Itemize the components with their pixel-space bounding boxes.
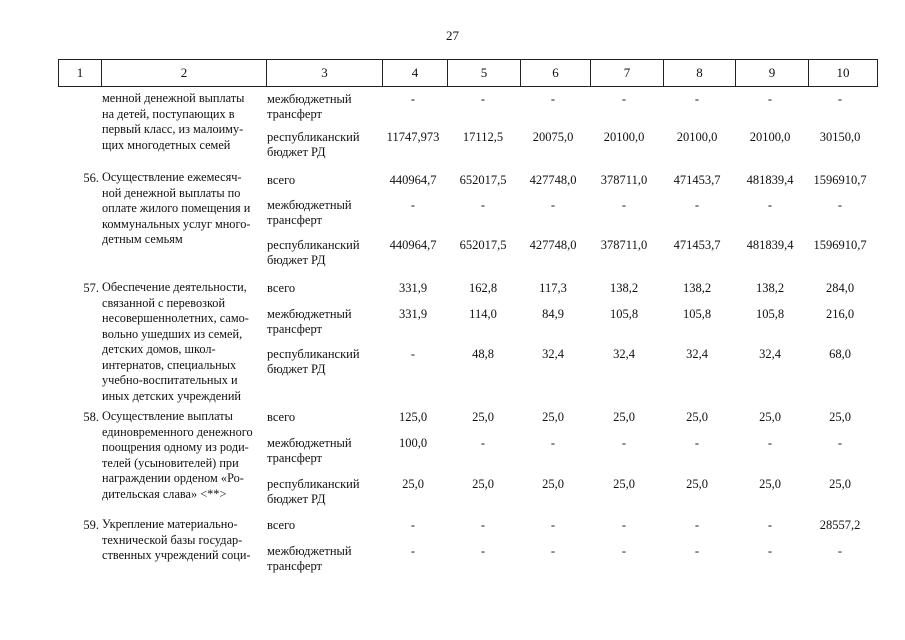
funding-source-line: трансферт bbox=[267, 558, 322, 573]
table-cell-value: - bbox=[837, 92, 843, 106]
funding-source-line: всего bbox=[267, 410, 296, 424]
funding-source bbox=[267, 544, 379, 573]
row-description-line: несовершеннолетних, само- bbox=[102, 311, 249, 325]
table-cell-value: 25,0 bbox=[829, 477, 851, 491]
funding-source-line: бюджет РД bbox=[267, 252, 326, 267]
table-cell-value: - bbox=[837, 544, 843, 558]
table-cell-value: - bbox=[480, 544, 486, 558]
table-cell-value: 105,8 bbox=[682, 307, 712, 321]
row-description-line: иных детских учреждений bbox=[102, 388, 242, 403]
col-header-9: 9 bbox=[735, 60, 808, 86]
table-cell-value: 32,4 bbox=[613, 347, 635, 361]
row-description-line: учебно-воспитательных и bbox=[102, 373, 238, 387]
funding-source bbox=[267, 198, 379, 227]
col-header-1: 1 bbox=[58, 60, 101, 86]
table-cell-value: 378711,0 bbox=[600, 173, 648, 187]
table-cell-value: 440964,7 bbox=[389, 238, 437, 252]
table-cell-value: 25,0 bbox=[542, 410, 564, 424]
funding-source-line: межбюджетный bbox=[267, 198, 352, 212]
table-cell-value: - bbox=[767, 92, 773, 106]
table-cell-value: 378711,0 bbox=[600, 238, 648, 252]
funding-source-line: всего bbox=[267, 518, 296, 532]
funding-source-line: республиканский bbox=[267, 130, 360, 144]
col-header-5: 5 bbox=[447, 60, 520, 86]
funding-source bbox=[267, 238, 379, 267]
table-cell-value: 481839,4 bbox=[746, 238, 794, 252]
table-cell-value: - bbox=[550, 92, 556, 106]
table-cell-value: 427748,0 bbox=[529, 238, 577, 252]
table-cell-value: 25,0 bbox=[472, 477, 494, 491]
funding-source-line: всего bbox=[267, 173, 296, 187]
table-cell-value: 20075,0 bbox=[532, 130, 574, 144]
table-cell-value: 105,8 bbox=[609, 307, 639, 321]
table-cell-value: 32,4 bbox=[686, 347, 708, 361]
table-cell-value: - bbox=[694, 198, 700, 212]
table-cell-value: - bbox=[621, 92, 627, 106]
row-description-line: Обеспечение деятельности, bbox=[102, 280, 247, 294]
funding-source bbox=[267, 307, 379, 336]
row-description-line: Осуществление ежемесяч- bbox=[102, 170, 242, 184]
table-cell-value: - bbox=[767, 436, 773, 450]
col-header-7: 7 bbox=[590, 60, 663, 86]
table-cell-value: 331,9 bbox=[398, 307, 428, 321]
col-header-10: 10 bbox=[808, 60, 878, 86]
funding-source-line: республиканский bbox=[267, 347, 360, 361]
row-description bbox=[102, 517, 262, 564]
table-cell-value: - bbox=[621, 198, 627, 212]
table-cell-value: 105,8 bbox=[755, 307, 785, 321]
funding-source-line: трансферт bbox=[267, 450, 322, 465]
table-cell-value: 1596910,7 bbox=[813, 173, 867, 187]
table-cell-value: 117,3 bbox=[539, 281, 567, 295]
table-cell-value: - bbox=[837, 436, 843, 450]
table-cell-value: 20100,0 bbox=[676, 130, 718, 144]
table-cell-value: - bbox=[767, 198, 773, 212]
table-cell-value: - bbox=[694, 436, 700, 450]
table-cell-value: - bbox=[621, 518, 627, 532]
table-cell-value: 25,0 bbox=[613, 410, 635, 424]
row-description-line: Осуществление выплаты bbox=[102, 409, 233, 423]
funding-source-line: республиканский bbox=[267, 238, 360, 252]
table-cell-value: 471453,7 bbox=[673, 238, 721, 252]
table-column-header-row bbox=[58, 59, 878, 87]
table-cell-value: 427748,0 bbox=[529, 173, 577, 187]
col-header-8: 8 bbox=[663, 60, 735, 86]
row-description-line: менной денежной выплаты bbox=[102, 91, 245, 105]
row-description-line: связанной с перевозкой bbox=[102, 295, 226, 310]
table-cell-value: - bbox=[410, 544, 416, 558]
table-cell-value: 284,0 bbox=[825, 281, 855, 295]
row-description-line: вольно ушедших из семей, bbox=[102, 326, 243, 341]
row-number: 56. bbox=[83, 171, 99, 185]
table-cell-value: 11747,973 bbox=[386, 130, 440, 144]
table-cell-value: - bbox=[694, 544, 700, 558]
table-cell-value: 481839,4 bbox=[746, 173, 794, 187]
table-cell-value: 138,2 bbox=[609, 281, 639, 295]
row-number: 59. bbox=[83, 518, 99, 532]
row-description-line: ственных учреждений соци- bbox=[102, 548, 251, 562]
table-cell-value: - bbox=[410, 347, 416, 361]
row-description-line: дительская слава» <**> bbox=[102, 486, 227, 501]
table-cell-value: 138,2 bbox=[755, 281, 785, 295]
row-description bbox=[102, 170, 262, 248]
row-description-line: поощрения одному из роди- bbox=[102, 440, 249, 454]
table-cell-value: 25,0 bbox=[686, 410, 708, 424]
table-cell-value: 30150,0 bbox=[819, 130, 861, 144]
table-cell-value: 1596910,7 bbox=[813, 238, 867, 252]
table-cell-value: - bbox=[767, 544, 773, 558]
table-cell-value: 32,4 bbox=[759, 347, 781, 361]
row-description-line: на детей, поступающих в bbox=[102, 106, 235, 121]
table-cell-value: 20100,0 bbox=[749, 130, 791, 144]
table-cell-value: 440964,7 bbox=[389, 173, 437, 187]
row-description-line: детным семьям bbox=[102, 232, 183, 246]
table-cell-value: 652017,5 bbox=[459, 238, 507, 252]
funding-source bbox=[267, 130, 379, 159]
table-cell-value: - bbox=[694, 92, 700, 106]
funding-source-line: межбюджетный bbox=[267, 307, 352, 321]
funding-source-line: межбюджетный bbox=[267, 544, 352, 558]
table-cell-value: 114,0 bbox=[469, 307, 497, 321]
table-cell-value: 25,0 bbox=[686, 477, 708, 491]
row-description bbox=[102, 91, 262, 153]
row-description-line: телей (усыновителей) при bbox=[102, 455, 239, 470]
table-cell-value: 25,0 bbox=[829, 410, 851, 424]
row-description-line: интернатов, специальных bbox=[102, 357, 237, 372]
table-cell-value: 471453,7 bbox=[673, 173, 721, 187]
row-description bbox=[102, 280, 262, 404]
row-description-line: технической базы государ- bbox=[102, 532, 243, 547]
table-cell-value: 216,0 bbox=[825, 307, 855, 321]
funding-source bbox=[267, 477, 379, 506]
row-description-line: награждении орденом «Ро- bbox=[102, 471, 244, 485]
row-number: 58. bbox=[83, 410, 99, 424]
row-number: 57. bbox=[83, 281, 99, 295]
table-cell-value: - bbox=[621, 544, 627, 558]
table-cell-value: 32,4 bbox=[542, 347, 564, 361]
table-cell-value: 138,2 bbox=[682, 281, 712, 295]
table-cell-value: 17112,5 bbox=[462, 130, 504, 144]
table-cell-value: 652017,5 bbox=[459, 173, 507, 187]
table-cell-value: 100,0 bbox=[398, 436, 428, 450]
page-number: 27 bbox=[446, 28, 459, 43]
row-description-line: Укрепление материально- bbox=[102, 517, 238, 531]
table-cell-value: - bbox=[550, 518, 556, 532]
table-cell-value: - bbox=[837, 198, 843, 212]
funding-source-line: бюджет РД bbox=[267, 144, 326, 159]
table-cell-value: 84,9 bbox=[542, 307, 564, 321]
row-description-line: ной денежной выплаты по bbox=[102, 185, 241, 200]
row-description-line: детских домов, школ- bbox=[102, 342, 216, 356]
table-cell-value: - bbox=[410, 198, 416, 212]
table-cell-value: - bbox=[410, 92, 416, 106]
table-cell-value: 25,0 bbox=[759, 410, 781, 424]
table-cell-value: 68,0 bbox=[829, 347, 851, 361]
col-header-6: 6 bbox=[520, 60, 590, 86]
funding-source-line: бюджет РД bbox=[267, 361, 326, 376]
table-cell-value: 48,8 bbox=[472, 347, 494, 361]
table-cell-value: - bbox=[480, 198, 486, 212]
funding-source-line: бюджет РД bbox=[267, 491, 326, 506]
table-cell-value: 162,8 bbox=[468, 281, 498, 295]
funding-source-line: трансферт bbox=[267, 321, 322, 336]
table-cell-value: 125,0 bbox=[398, 410, 428, 424]
table-cell-value: - bbox=[767, 518, 773, 532]
funding-source bbox=[267, 436, 379, 465]
table-cell-value: 331,9 bbox=[398, 281, 428, 295]
table-cell-value: 25,0 bbox=[542, 477, 564, 491]
funding-source bbox=[267, 281, 379, 296]
table-cell-value: - bbox=[410, 518, 416, 532]
table-cell-value: 28557,2 bbox=[819, 518, 861, 532]
table-cell-value: 25,0 bbox=[613, 477, 635, 491]
funding-source-line: трансферт bbox=[267, 106, 322, 121]
table-cell-value: - bbox=[480, 92, 486, 106]
row-description-line: щих многодетных семей bbox=[102, 137, 231, 152]
funding-source-line: республиканский bbox=[267, 477, 360, 491]
row-description-line: первый класс, из малоиму- bbox=[102, 122, 244, 136]
funding-source bbox=[267, 347, 379, 376]
table-cell-value: 25,0 bbox=[402, 477, 424, 491]
funding-source bbox=[267, 173, 379, 188]
table-cell-value: - bbox=[480, 518, 486, 532]
table-cell-value: - bbox=[550, 198, 556, 212]
funding-source bbox=[267, 92, 379, 121]
table-cell-value: - bbox=[480, 436, 486, 450]
row-description bbox=[102, 409, 262, 502]
table-cell-value: - bbox=[550, 436, 556, 450]
table-cell-value: - bbox=[550, 544, 556, 558]
funding-source-line: трансферт bbox=[267, 212, 322, 227]
table-cell-value: - bbox=[621, 436, 627, 450]
col-header-3: 3 bbox=[266, 60, 382, 86]
table-cell-value: - bbox=[694, 518, 700, 532]
funding-source-line: межбюджетный bbox=[267, 92, 352, 106]
funding-source-line: межбюджетный bbox=[267, 436, 352, 450]
funding-source bbox=[267, 518, 379, 533]
table-cell-value: 20100,0 bbox=[603, 130, 645, 144]
table-cell-value: 25,0 bbox=[472, 410, 494, 424]
funding-source-line: всего bbox=[267, 281, 296, 295]
table-cell-value: 25,0 bbox=[759, 477, 781, 491]
col-header-4: 4 bbox=[382, 60, 447, 86]
col-header-2: 2 bbox=[101, 60, 266, 86]
funding-source bbox=[267, 410, 379, 425]
row-description-line: коммунальных услуг много- bbox=[102, 216, 251, 231]
row-description-line: оплате жилого помещения и bbox=[102, 201, 251, 215]
row-description-line: единовременного денежного bbox=[102, 424, 253, 439]
